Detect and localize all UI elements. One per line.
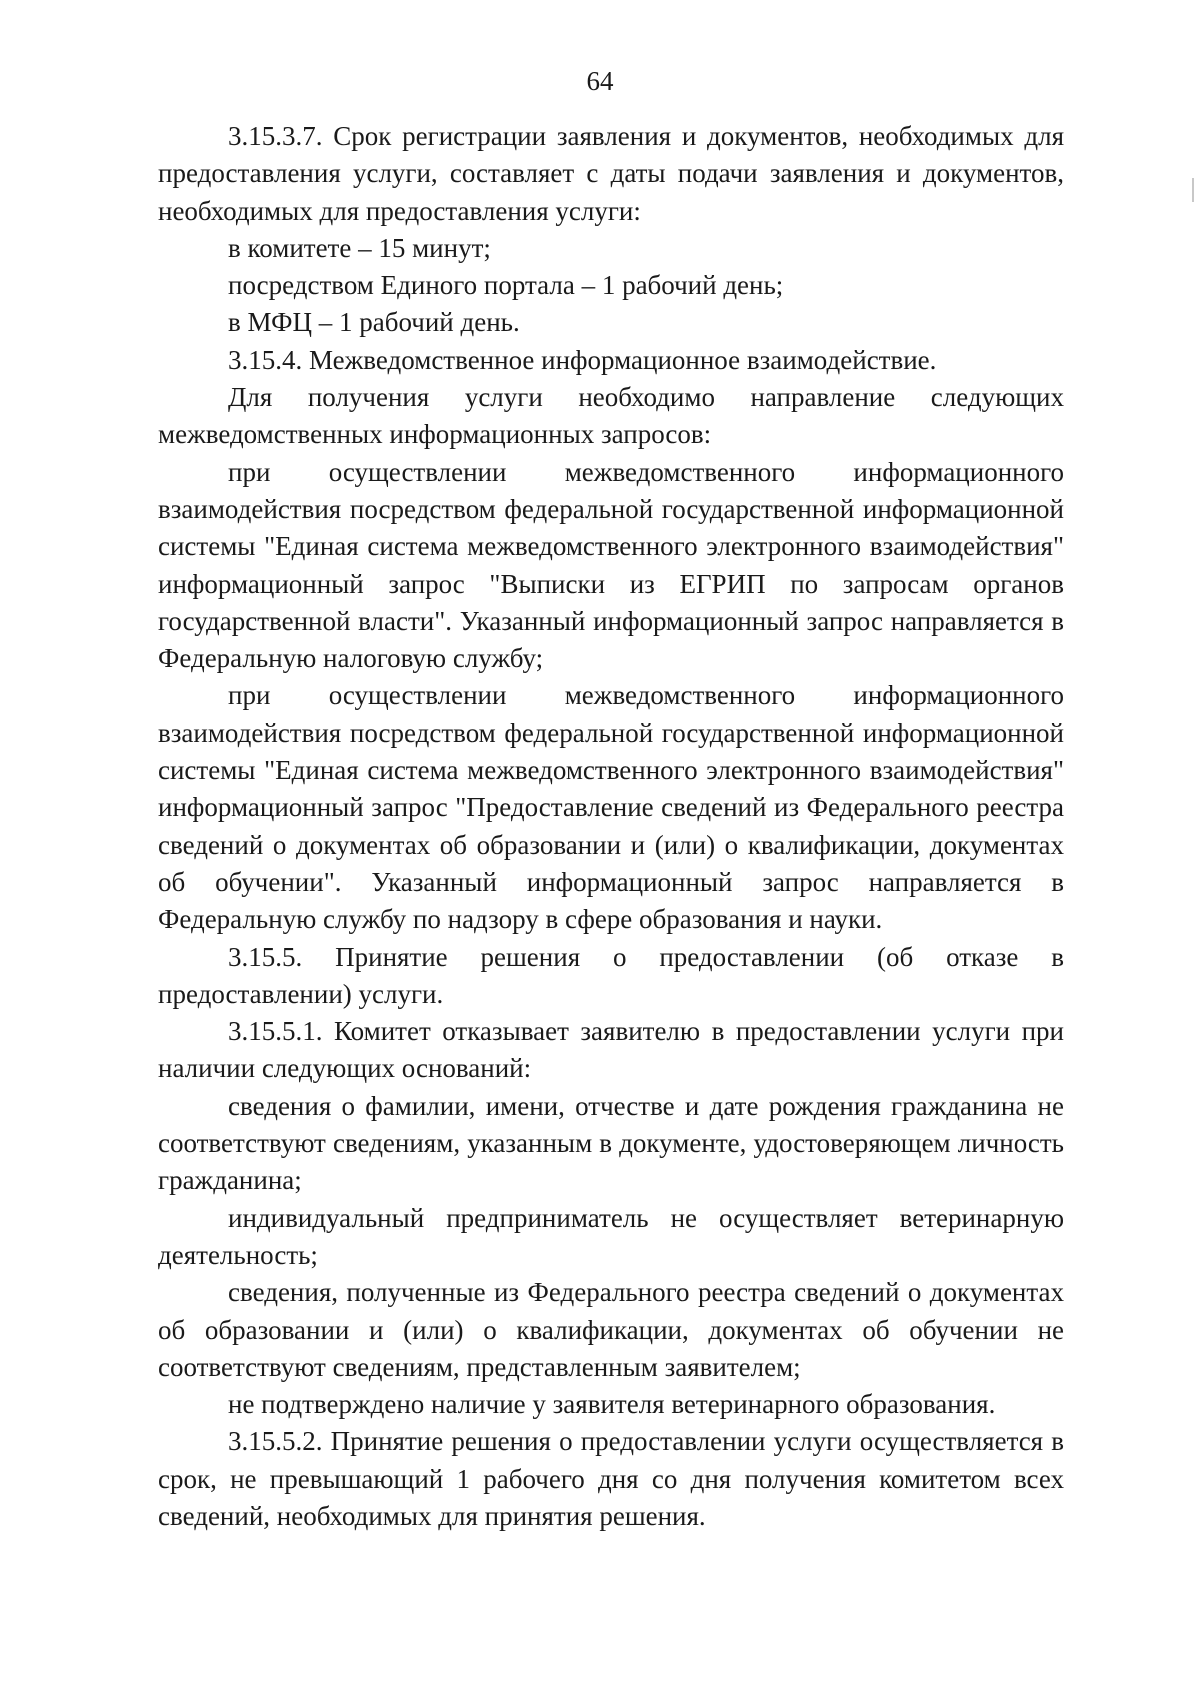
paragraph: посредством Единого портала – 1 рабочий день; — [228, 270, 784, 301]
page-edge-mark — [1192, 178, 1194, 202]
paragraph: Для получения услуги необходимо направление следующих межведомственных информационных запросов: — [158, 382, 1064, 450]
paragraph: в комитете – 15 минут; — [228, 232, 491, 263]
paragraph: 3.15.3.7. Срок регистрации заявления и документов, необходимых для предоставления услуги, составляет с даты подачи заявления и документов, необходимых для предоставления услуги: — [158, 121, 1064, 226]
paragraph: в МФЦ – 1 рабочий день. — [228, 307, 520, 338]
paragraph: 3.15.5. Принятие решения о предоставлении (об отказе в предоставлении) услуги. — [158, 941, 1064, 1009]
paragraph: 3.15.5.1. Комитет отказывает заявителю в предоставлении услуги при наличии следующих оснований: — [158, 1016, 1064, 1084]
paragraph: индивидуальный предприниматель не осуществляет ветеринарную деятельность; — [158, 1202, 1064, 1270]
paragraph: не подтверждено наличие у заявителя ветеринарного образования. — [228, 1389, 996, 1420]
paragraph: 3.15.4. Межведомственное информационное взаимодействие. — [228, 344, 937, 375]
paragraph: при осуществлении межведомственного информационного взаимодействия посредством федеральной государственной информационной системы "Единая система межведомственного электронного взаимодействия" информационный запрос "Выписки из ЕГРИП по запросам органов государственной власти". Указанный информационный запрос направляется в Федеральную налоговую службу; — [158, 456, 1064, 674]
document-body — [158, 118, 1064, 1535]
paragraph: сведения о фамилии, имени, отчестве и дате рождения гражданина не соответствуют сведениям, указанным в документе, удостоверяющем личность гражданина; — [158, 1090, 1064, 1196]
paragraph: 3.15.5.2. Принятие решения о предоставлении услуги осуществляется в срок, не превышающий 1 рабочего дня со дня получения комитетом всех сведений, необходимых для принятия решения. — [158, 1426, 1064, 1531]
paragraph: при осуществлении межведомственного информационного взаимодействия посредством федеральной государственной информационной системы "Единая система межведомственного электронного взаимодействия" информационный запрос "Предоставление сведений из Федерального реестра сведений о документах об образовании и (или) о квалификации, документах об обучении". Указанный информационный запрос направляется в Федеральную службу по надзору в сфере образования и науки. — [158, 680, 1064, 935]
paragraph: сведения, полученные из Федерального реестра сведений о документах об образовании и (или) о квалификации, документах об обучении не соответствуют сведениям, представленным заявителем; — [158, 1277, 1064, 1382]
page-number: 64 — [586, 66, 614, 96]
